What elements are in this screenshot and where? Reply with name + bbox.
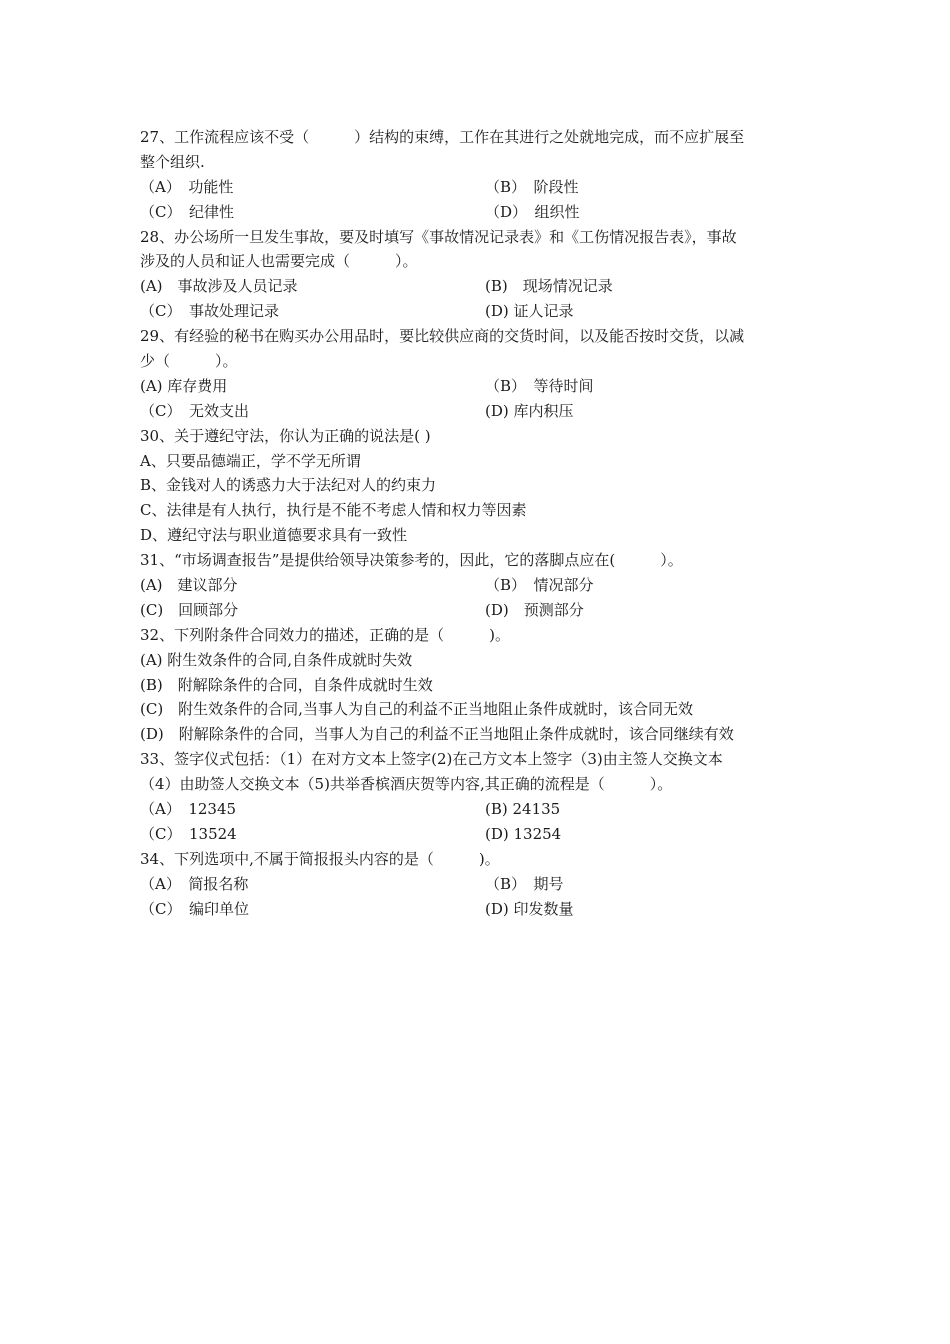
option-label: （A） 功能性 [140,177,234,196]
option-label: （C） 事故处理记录 [140,302,279,321]
option-label: （B） 阶段性 [485,177,579,196]
option-label: （D） 组织性 [485,202,580,221]
question-31 [140,548,820,623]
option-label: (A) 事故涉及人员记录 [140,277,298,296]
option-label: (B) 24135 [485,800,561,819]
question-29 [140,324,820,424]
option-label: （B） 等待时间 [485,376,594,395]
option-label: (A) 建议部分 [140,576,238,595]
question-34 [140,847,820,922]
question-text: 34、下列选项中,不属于简报报头内容的是（ )。 [140,849,500,868]
option-row [140,299,820,324]
option-label: （C） 无效支出 [140,401,249,420]
option-label: （C） 13524 [140,824,237,843]
option-row [140,598,820,623]
option-row [140,822,820,847]
option-label: （C） 纪律性 [140,202,234,221]
question-line: 涉及的人员和证人也需要完成（ ）。 [140,252,418,271]
option-row [140,573,820,598]
question-text: 28、办公场所一旦发生事故，要及时填写《事故情况记录表》和《工伤情况报告表》，事故 [140,227,737,246]
question-line: （4）由助签人交换文本（5)共举香槟酒庆贺等内容,其正确的流程是（ ）。 [140,775,673,794]
question-line: D、遵纪守法与职业道德要求具有一致性 [140,526,408,545]
option-label: (D) 13254 [485,824,562,843]
option-label: (D) 预测部分 [485,600,584,619]
question-line: 整个组织. [140,152,205,171]
question-line: (A) 附生效条件的合同,自条件成就时失效 [140,650,413,669]
option-label: （B） 情况部分 [485,576,594,595]
question-32 [140,623,820,747]
question-line: B、金钱对人的诱惑力大于法纪对人的约束力 [140,476,437,495]
question-text: 29、有经验的秘书在购买办公用品时，要比较供应商的交货时间，以及能否按时交货，以减 [140,327,745,346]
option-row [140,897,820,922]
question-text: 32、下列附条件合同效力的描述，正确的是（ )。 [140,625,510,644]
option-label: （A） 简报名称 [140,874,249,893]
option-row [140,374,820,399]
question-text: 27、工作流程应该不受（ ）结构的束缚，工作在其进行之处就地完成，而不应扩展至 [140,128,745,146]
question-line: (D) 附解除条件的合同，当事人为自己的利益不正当地阻止条件成就时，该合同继续有效 [140,725,734,744]
option-row [140,399,820,424]
question-text: 33、签字仪式包括：（1）在对方文本上签字(2)在己方文本上签字（3)由主签人交换文本 [140,750,723,769]
question-27 [140,125,820,225]
option-row [140,175,820,200]
question-text: 30、关于遵纪守法，你认为正确的说法是( ) [140,426,431,445]
option-label: (D) 证人记录 [485,302,574,321]
option-row [140,200,820,225]
question-line: C、法律是有人执行，执行是不能不考虑人情和权力等因素 [140,501,527,520]
question-line: (C) 附生效条件的合同,当事人为自己的利益不正当地阻止条件成就时，该合同无效 [140,700,693,719]
question-33 [140,747,820,847]
option-label: (D) 印发数量 [485,899,574,918]
option-label: （A） 12345 [140,800,237,819]
option-row [140,872,820,897]
question-list [140,125,820,922]
question-30 [140,424,820,548]
option-label: (B) 现场情况记录 [485,277,613,296]
option-label: (D) 库内积压 [485,401,574,420]
question-28 [140,225,820,325]
option-label: （B） 期号 [485,874,564,893]
option-row [140,797,820,822]
question-line: (B) 附解除条件的合同，自条件成就时生效 [140,675,433,694]
option-label: (C) 回顾部分 [140,600,239,619]
question-line: 少（ ）。 [140,352,238,371]
option-label: (A) 库存费用 [140,376,228,395]
option-label: （C） 编印单位 [140,899,249,918]
question-text: 31、“市场调查报告”是提供给领导决策参考的，因此，它的落脚点应在( ）。 [140,551,683,570]
question-line: A、只要品德端正，学不学无所谓 [140,451,361,470]
option-row [140,274,820,299]
